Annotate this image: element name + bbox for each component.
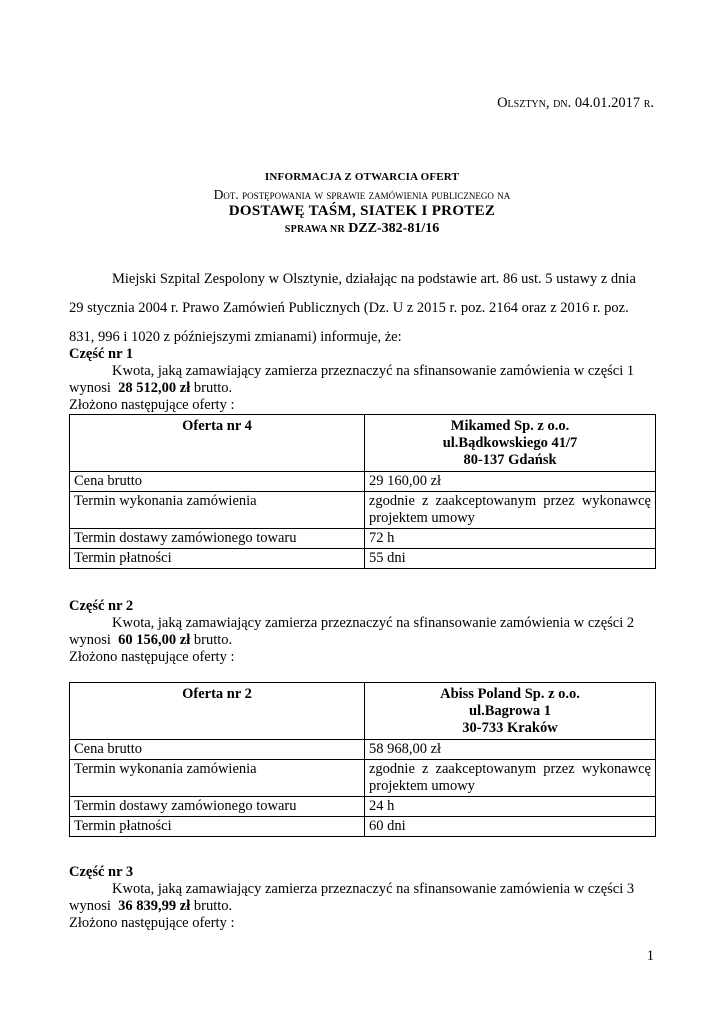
place-date xyxy=(497,95,654,112)
place-date-city: Olsztyn, dn. xyxy=(497,95,572,111)
offer-table-part-2 xyxy=(69,682,656,837)
offer-label: Oferta nr 2 xyxy=(70,683,365,740)
amount-value-line: wynosi 36 839,99 zł brutto. xyxy=(69,898,233,914)
table-row: Termin dostawy zamówionego towaru 24 h xyxy=(70,797,656,817)
amount-value-line: wynosi 60 156,00 zł brutto. xyxy=(69,632,233,648)
table-row: Termin płatności 55 dni xyxy=(70,549,656,569)
table-row: Termin płatności 60 dni xyxy=(70,817,656,837)
offer-table-part-1 xyxy=(69,414,656,569)
table-row: Termin wykonania zamówienia zgodnie z zaakceptowanym przez wykonawcę projektem umowy xyxy=(70,760,656,797)
contractor-name: Abiss Poland Sp. z o.o. xyxy=(440,686,580,702)
case-number xyxy=(0,220,724,237)
amount-line: Kwota, jaką zamawiający zamierza przeznaczyć na sfinansowanie zamówienia w części 2 xyxy=(112,615,635,631)
doc-subject: DOSTAWĘ TAŚM, SIATEK I PROTEZ xyxy=(228,203,496,219)
intro-line: 831, 996 i 1020 z późniejszymi zmianami) informuje, że: xyxy=(69,329,402,345)
place-date-date: 04.01.2017 xyxy=(574,95,641,111)
page-number: 1 xyxy=(646,948,654,964)
contractor-city: 80-137 Gdańsk xyxy=(463,452,557,468)
contractor-name: Mikamed Sp. z o.o. xyxy=(450,418,570,434)
part-3-section xyxy=(69,864,656,932)
amount-line: Kwota, jaką zamawiający zamierza przeznaczyć na sfinansowanie zamówienia w części 1 xyxy=(112,363,635,379)
amount-line: Kwota, jaką zamawiający zamierza przeznaczyć na sfinansowanie zamówienia w części 3 xyxy=(112,881,635,897)
part-title: Część nr 3 xyxy=(69,864,134,880)
contractor-street: ul.Bądkowskiego 41/7 xyxy=(442,435,578,451)
offer-label: Oferta nr 4 xyxy=(70,415,365,472)
part-title: Część nr 1 xyxy=(69,346,134,362)
offers-line: Złożono następujące oferty : xyxy=(69,397,235,413)
budget-amount: 36 839,99 zł xyxy=(118,898,191,914)
table-row: Cena brutto 58 968,00 zł xyxy=(70,740,656,760)
doc-subtitle: Dot. postępowania w sprawie zamówienia publicznego na xyxy=(213,187,511,202)
offer-contractor xyxy=(365,683,656,740)
part-2-section xyxy=(69,598,656,666)
budget-amount: 60 156,00 zł xyxy=(118,632,191,648)
table-row: Cena brutto 29 160,00 zł xyxy=(70,472,656,492)
offer-contractor xyxy=(365,415,656,472)
offers-line: Złożono następujące oferty : xyxy=(69,915,235,931)
table-row: Termin wykonania zamówienia zgodnie z zaakceptowanym przez wykonawcę projektem umowy xyxy=(70,492,656,529)
part-title: Część nr 2 xyxy=(69,598,134,614)
budget-amount: 28 512,00 zł xyxy=(118,380,191,396)
amount-value-line: wynosi 28 512,00 zł brutto. xyxy=(69,380,233,396)
offer-header-row xyxy=(70,415,656,472)
part-1-section xyxy=(69,346,656,414)
offer-header-row xyxy=(70,683,656,740)
intro-line: 29 stycznia 2004 r. Prawo Zamówień Publicznych (Dz. U z 2015 r. poz. 2164 oraz z 2016 r. poz. xyxy=(69,300,629,316)
offers-line: Złożono następujące oferty : xyxy=(69,649,235,665)
contractor-street: ul.Bagrowa 1 xyxy=(469,703,551,719)
case-number-value: DZZ-382-81/16 xyxy=(348,221,440,236)
table-row: Termin dostawy zamówionego towaru 72 h xyxy=(70,529,656,549)
case-number-label: SPRAWA NR xyxy=(284,224,345,235)
contractor-city: 30-733 Kraków xyxy=(462,720,558,736)
intro-paragraph xyxy=(69,265,655,352)
place-date-suffix: r. xyxy=(643,95,654,111)
intro-line: Miejski Szpital Zespolony w Olsztynie, działając na podstawie art. 86 ust. 5 ustawy z dnia xyxy=(112,271,636,287)
doc-title: INFORMACJA Z OTWARCIA OFERT xyxy=(264,171,460,183)
